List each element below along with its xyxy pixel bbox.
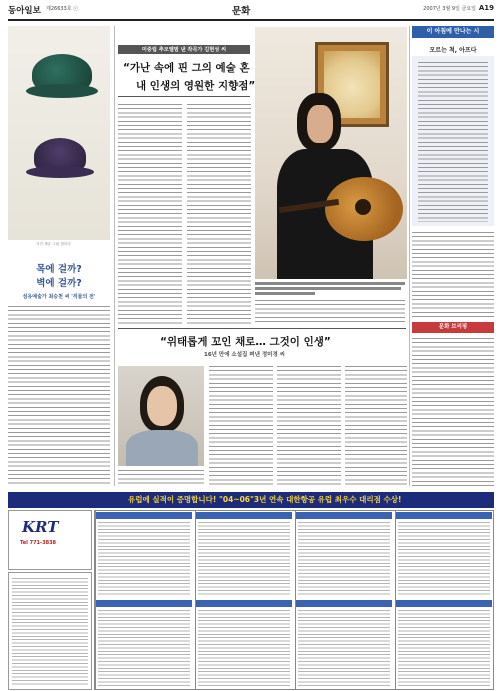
purple-hat-brim	[26, 166, 94, 178]
caption-line	[255, 282, 405, 285]
poem-box	[412, 56, 494, 226]
guitarist-photo	[255, 27, 407, 279]
author-photo	[118, 366, 204, 466]
story2-body-col-3	[277, 366, 341, 486]
ad-cell-text	[398, 610, 490, 686]
feature-body-col-1	[118, 104, 182, 324]
ad-phone: Tel 771-3838	[20, 540, 57, 546]
column-divider	[114, 26, 115, 486]
ad-brand-logo: KRT	[22, 518, 59, 536]
ad-cell-text	[198, 522, 290, 596]
ad-banner[interactable]: 유럽에 실적이 증명합니다! "04~06"3년 연속 대한항공 유럽 최우수 대리점 수상!	[8, 492, 494, 508]
face	[147, 386, 177, 426]
feature-kicker: 미중립 추모앨범 낸 작곡가 김현성 씨	[118, 45, 250, 54]
ad-cell-text	[98, 610, 190, 686]
ad-cell-header	[96, 512, 192, 519]
ad-cell-header	[296, 512, 392, 519]
story-separator	[118, 328, 406, 329]
ad-cell-header	[396, 600, 492, 607]
column-divider	[409, 26, 410, 486]
story2-body-col-1	[118, 470, 204, 486]
ad-cell-text	[398, 522, 490, 596]
face	[307, 105, 333, 143]
ad-cell-header	[196, 600, 292, 607]
newspaper-logo: 동아일보	[8, 6, 41, 16]
page-number: A19	[478, 4, 494, 12]
headline-rule	[118, 96, 250, 97]
feature-photo-caption	[255, 282, 407, 297]
story2-body-col-2	[209, 366, 273, 486]
ad-left-listing-text	[12, 578, 88, 686]
ad-cell-text	[198, 610, 290, 686]
left-subhead: 섬유예술가 최승천 씨 '직물의 전'	[22, 294, 96, 300]
shoulders	[126, 430, 198, 466]
culture-briefing-title: 문화 브리핑	[412, 322, 494, 333]
feature-body-col-2	[187, 104, 251, 324]
masthead	[8, 4, 494, 18]
header-rule	[8, 19, 494, 21]
story2-headline: “위태롭게 꼬인 채로… 그것이 인생”	[160, 336, 331, 348]
feature-body-col-3	[255, 300, 405, 322]
issue-date: 2007년 3월 9일 금요일	[423, 6, 476, 12]
poem-title: 모르는 척, 아프다	[429, 47, 477, 54]
culture-briefing-body	[412, 338, 494, 486]
issue-number: 제26633호 ⓒ	[46, 6, 79, 12]
caption-line	[255, 287, 401, 290]
ad-cell-text	[298, 522, 390, 596]
ad-cell-header	[96, 600, 192, 607]
photo-caption: 사진 제공 그림 갤러리	[36, 242, 71, 246]
story2-subhead: 16년 만에 소설집 펴낸 정미경 씨	[204, 352, 285, 358]
green-hat-brim	[26, 84, 98, 98]
ad-cell-header	[196, 512, 292, 519]
left-headline-2: 벽에 걸까?	[36, 278, 82, 289]
left-article-body	[8, 306, 110, 484]
ad-cell-text	[98, 522, 190, 596]
section-title: 문화	[232, 6, 251, 17]
feature-headline-2: 내 인생의 영원한 지향점”	[136, 80, 256, 92]
story2-body-col-4	[345, 366, 407, 486]
ad-cell-text	[298, 610, 390, 686]
poem-box-title: 이 아침에 만나는 시	[412, 26, 494, 38]
hat-artwork-photo	[8, 26, 110, 240]
ad-cell-header	[396, 512, 492, 519]
left-headline-1: 목에 걸까?	[36, 264, 82, 275]
poem-text	[418, 62, 488, 222]
ad-cell-header	[296, 600, 392, 607]
guitar-soundhole	[355, 199, 371, 215]
poem-commentary	[412, 232, 494, 318]
caption-line	[255, 292, 315, 295]
feature-headline-1: “가난 속에 핀 그의 예술 혼	[123, 62, 250, 74]
